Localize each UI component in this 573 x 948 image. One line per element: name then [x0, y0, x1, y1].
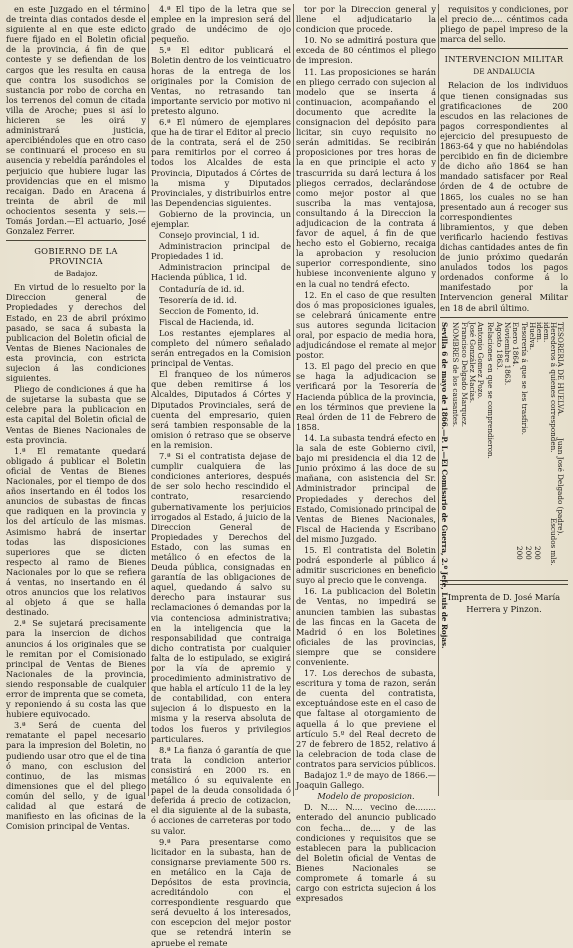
table-cell: Antonio Gomez Pozo. — [476, 321, 485, 399]
paragraph: 12. En el caso de que resulten dos ó mas proposiciones iguales, se celebrará únicamente entre sus autores segunda licitacion oral, por espacio de media hora, adjudicándose el remate al mejor postor. — [296, 289, 436, 361]
paragraph: 7.ª Si el contratista dejase de cumplir cualquiera de las condiciones anteriores, después de ser solo hecho rescindido el contrato, resarciendo gubernativamente los perjuicios irrogados al Estado, á juicio de la Direccion General de Propiedades y Derechos del Estado, con las sumas en metálico ó en efectos de la Deuda pública, consignadas en garantía de las obligaciones de aquel, quedando á salvo su derecho para instaurar sus reclamaciones ó demandas por la via contenciosa administrativa; en la inteligencia que la responsabilidad que contraiga dicho contratista por cualquier falta de lo estipulado, se exigirá por la vía de apremio y procedimiento administrativo de que habla el artículo 11 de la ley de contabilidad, con entera sujecion á lo dispuesto en la misma y la reserva absoluta de todos los fueros y privilegios particulares. — [151, 451, 291, 744]
table-right-title: TESORERIA DE HUELVA. — [556, 321, 565, 416]
table-footer: Sevilla 6 de mayo de 1866.—P. I.—El Comisario de Guerra, 2.º Jefe, Luis de Rojas. — [440, 321, 449, 649]
column-3 — [296, 4, 436, 904]
table-cell: 200 — [515, 545, 524, 560]
table-header-escudos: Escudos mls. — [549, 517, 558, 566]
edict-continuation: en este Juzgado en el término de treinta dias contados desde el siguiente al en que este edicto fuere fijado en el Boletin oficial de la provincia, á fin de que conteste y se defiendan de los cargos que les resulta en causa que contra los susodichos se sustancia por robo de corcha en los terrenos del comun de citada villa de Aroche; pues si así lo hicieren se les oirá y administrará justicia, apercibiéndoles que en otro caso se continuará el proceso en su ausencia y rebeldía parándoles el perjuicio que hubiere lugar las providencias que en el mismo recaigan. Dado en Aracena á treinta de abril de mil ochocientos sesenta y seis.—Tomás Jordan.—El actuario, José Gonzalez Ferrer. — [6, 4, 146, 237]
list-item: Administracion principal de Hacienda pública, 1 id. — [151, 262, 291, 283]
table-cell: 200 — [533, 545, 542, 560]
list-item: Seccion de Fomento, id. — [159, 305, 259, 316]
section-heading-intervencion: INTERVENCION MILITAR — [444, 54, 564, 65]
table-header-relaciones: Relaciones en que se comprendieron. — [486, 321, 495, 459]
condition-paragraph: 3.ª Será de cuenta del rematante el papel necesario para la impresion del Boletin, no pudiendo usar otro que el de tina ó mano, con esclusion del continuo, de las mismas dimensiones que el del pliego común del sello, y de igual calidad al que estará de manifiesto en las oficinas de la Comision principal de Ventas. — [6, 720, 146, 832]
paragraph: 6.ª El número de ejemplares que ha de tirar el Editor al precio de la contrata, será el de 250 para remitirlos por el correo á todos los Alcaldes de esta Provincia, Diputados á Córtes de la misma y Diputados Provinciales, y distribuirlos entre las Dependencias siguientes. — [151, 117, 291, 208]
paragraph: 11. Las proposiciones se harán en pliego cerrado con sujecion al modelo que se inserta á continuacion, acompañando el documento que acredite la consignacion del depósito para licitar, sin cuyo requisito no serán admitidas. Se recibirán proposiciones por tres horas de la en que principie el acto y trascurrida su dará lectura á los pliegos cerrados, declarándose como mejor postor al que suscriba la mas ventajosa, consultando á la Direccion la adjudicacion de la contrata á favor de aquel, á fin de que hecho esto el Gobierno, recaiga la aprobacion y resolucion superior correspondiente, sino hubiese inconveniente alguno y en la cual no tendrá efecto. — [296, 66, 436, 289]
column-1 — [6, 4, 146, 832]
paragraph: Relacion de los individuos que tienen consignadas sus gratificaciones de 200 escudos en las relaciones de pagos correspondientes al ejercicio del presupuesto de 1863-64 y que no habiéndolas percibido en fin de diciembre de dicho año 1864 se han mandado satisfacer por Real órden de 4 de octubre de 1865, los cuales no se han presentado aun á recoger sus correspondientes libramientos, y que deben verificarlo haciendo festivas dichas cantidades antes de fin de junio próximo quedarán anulados todos los pagos ordenados conforme á lo manifestado por la Intervencion general Militar en 18 de abril último. — [440, 80, 568, 313]
table-cell: Huelva. — [528, 321, 537, 350]
paragraph: tor por la Direccion general y llene el adjudicatario la condicion que procede. — [296, 4, 436, 35]
paragraph: 8.ª La fianza ó garantía de que trata la condicion anterior consistirá en 2000 rs. en metálico ó su equivalente en papel de la deuda consolidada ó deferida á precio de cotizacion, el dia siguiente al de la subasta, ó acciones de carreteras por todo su valor. — [151, 744, 291, 836]
table-header-nombres: NOMBRES de los causantes. — [451, 321, 460, 427]
paragraph: 9.ª Para presentarse como licitador en la subasta, han de consignarse previamente 500 rs. en metálico en la Caja de Depósitos de esta provincia, acreditándolo con el correspondiente resguardo que será devuelto á los interesados, con escepcion del mejor postor que se retendrá interin se apruebe el remate — [151, 836, 291, 948]
paragraph: requisitos y condiciones, por el precio de.... céntimos cada pliego de papel impreso de la marca del sello. — [440, 4, 568, 45]
section-divider — [440, 48, 568, 49]
list-item: Tesorería de id. id. — [159, 294, 237, 305]
list-item: Administracion principal de Propiedades 1 id. — [151, 241, 291, 262]
paragraph: 17. Los derechos de subasta, escritura y toma de razon, serán de cuenta del contratista, exceptuándose este en el caso de que faltase al otorgamiento de aquella á lo que previene el artículo 5.º del Real decreto de 27 de febrero de 1852, relativo á la celebracion de toda clase de contratos para servicios públicos. — [296, 668, 436, 769]
paragraph: 16. La publicacion del Boletin de Ventas, no impedirá se anuncien tambien las subastas de las fincas en la Gaceta de Madrid ó en los Boletines oficiales de las provincias, siempre que se considere conveniente. — [296, 586, 436, 667]
paragraph: Pliego de condiciones á que ha de sujetarse la subasta que se celebre para la publicacion en esta capital del Boletin oficial de Ventas de Bienes Nacionales de esta provincia. — [6, 384, 146, 445]
column-4 — [440, 4, 568, 796]
table-header-herederos: Herederos á quienes corresponden. — [549, 321, 558, 453]
table-header-tesoreria: Tesorería á que se les trasfirio. — [520, 321, 529, 435]
section-divider — [6, 240, 146, 241]
table-cell: José González Macías. — [468, 321, 477, 403]
list-item: Consejo provincial, 1 id. — [159, 230, 260, 241]
column-2 — [151, 4, 291, 948]
condition-paragraph: 1.ª El rematante quedará obligado á publicar el Boletin oficial de Ventas de Bienes Nacionales, por el tiempo de dos años insertando en él todos los anuncios de subastas de fincas que radiquen en la provincia y los del artículo de las mismas. Asimismo habrá de insertar todas las disposiciones superiores que se dicten respecto al ramo de Bienes Nacionales por lo que se refiera á ventas, no insertando en él otros anuncios que los relativos al objeto á que se halla destinado. — [6, 445, 146, 618]
condition-paragraph: 2.ª Se sujetará precisamente para la insercion de dichos anuncios á los originales que se le remitan por el Comisionado principal de Ventas de Bienes Nacionales de la provincia, siendo responsable de cualquier error de imprenta que se cometa, y reponiendo á su costa las que hubiere equivocado. — [6, 618, 146, 720]
table-cell: idem. — [542, 321, 551, 342]
paragraph: 13. El pago del precio en que se haga la adjudicacion se verificará por la Tesorería de Hacienda pública de la provincia, en los términos que previene la Real órden de 11 de Febrero de 1858. — [296, 361, 436, 432]
paragraph: El franqueo de los números que deben remitirse á los Alcaldes, Diputados á Córtes y Diputados Provinciales, será de cuenta del empresario, quien será tambien responsable de la omision ó retraso que se observe en la remision. — [151, 369, 291, 450]
list-item: Fiscal de Hacienda, id. — [159, 316, 255, 327]
paragraph: Los restantes ejemplares al completo del número señalado serán entregados en la Comision principal de Ventas. — [151, 327, 291, 369]
table-cell: Francisco Delgado Marquez. — [460, 321, 469, 427]
model-title: Modelo de proposicion. — [317, 791, 415, 802]
paragraph: 14. La subasta tendrá efecto en la sala de este Gobierno civil, bajo mi presidencia el dia 12 de Junio próximo á las doce de su mañana, con asistencia del Sr. Administrador principal de Propiedades y derechos del Estado, Comisionado principal de Ventas de Bienes Nacionales, Fiscal de Hacienda y Escribano del mismo Juzgado. — [296, 432, 436, 544]
section-subheading-badajoz: de Badajoz. — [54, 269, 98, 279]
list-item: Contaduría de id. id. — [159, 283, 245, 294]
list-item: Gobierno de la provincia, un ejemplar. — [151, 208, 291, 229]
section-heading-gobierno: GOBIERNO DE LA PROVINCIA — [34, 246, 118, 267]
imprint-line: Herrera y Pinzon. — [466, 603, 542, 614]
paragraph: 5.ª El editor publicará el Boletin dentro de los veinticuatro horas de la entrega de los originales por la Comision de Ventas, no retrasando tan importante servicio por motivo ni pretesto alguno. — [151, 45, 291, 116]
paragraph: 4.ª El tipo de la letra que se emplee en la impresion será del grado de undécimo de ojo pequeño. — [151, 4, 291, 45]
paragraph: 10. No se admitirá postura que exceda de 80 céntimos el pliego de impresion. — [296, 35, 436, 66]
paragraph: 15. El contratista del Boletin podrá esponderle al público á admitir suscriciones en beneficio suyo al precio que le convenga. — [296, 544, 436, 586]
table-cell: Noviembre 1863. — [503, 321, 512, 385]
table-cell: idem. — [535, 321, 544, 342]
imprint-divider — [440, 584, 568, 585]
table-cell: Juan José Delgado (padre). — [556, 437, 565, 536]
model-text: D. N.... N.... vecino de........ enterado del anuncio publicado con fecha... de.... y de las condiciones y requisitos que se establecen para la publicacion del Boletin oficial de Ventas de Bienes Nacionales se compromete á tomarle á su cargo con estricta sujecion á los expresados — [296, 802, 436, 904]
table-cell: Enero 1864. — [511, 321, 520, 367]
paragraph: En virtud de lo resuelto por la Direccion general de Propiedades y derechos del Estado, en 23 de abril próximo pasado, se saca á subasta la publicacion del Boletin oficial de Ventas de Bienes Nacionales de esta provincia, con estricta sujecion á las condiciones siguientes. — [6, 282, 146, 384]
column-rule — [148, 4, 149, 796]
signature-line: Badajoz 1.º de mayo de 1866.—Joaquin Gallego. — [296, 770, 436, 791]
table-cell: Agosto 1863. — [495, 321, 504, 370]
table-cell: 200 — [524, 545, 533, 560]
column-rule — [293, 4, 294, 796]
section-subheading-andalucia: DE ANDALUCIA — [473, 67, 535, 77]
imprint-line: Imprenta de D. José María — [447, 591, 561, 602]
column-rule — [438, 4, 439, 796]
